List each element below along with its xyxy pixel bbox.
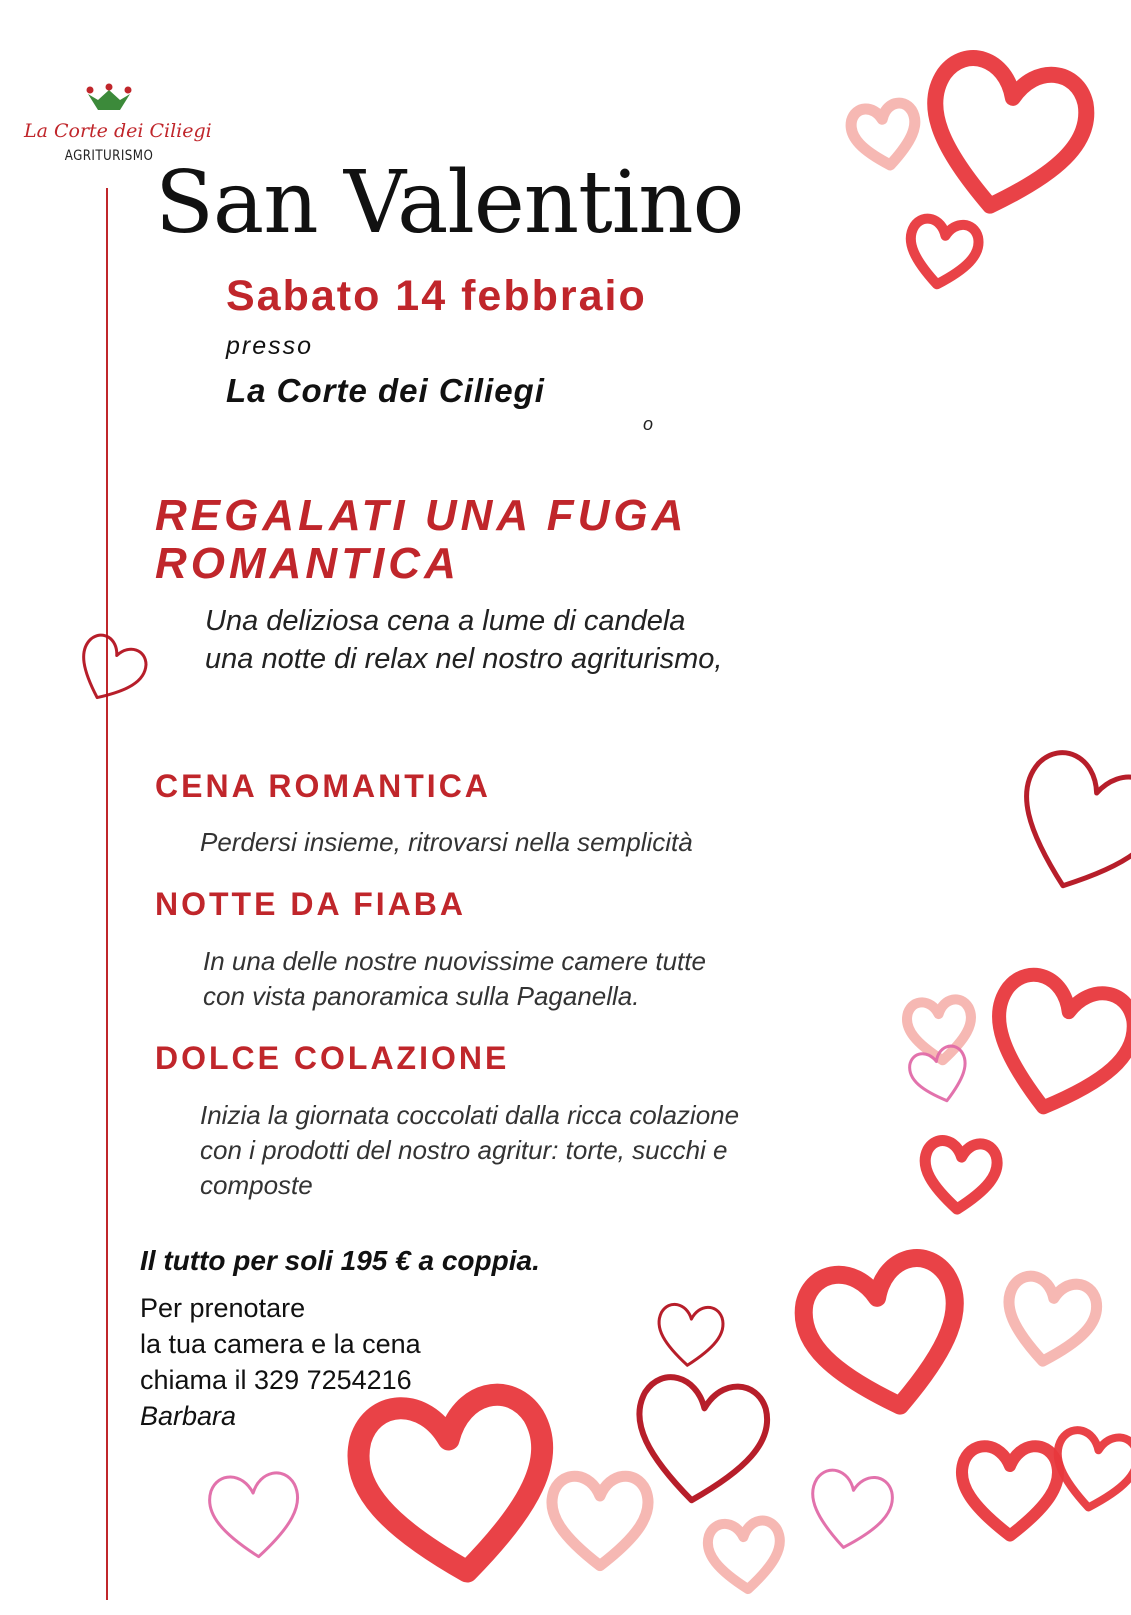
heart-icon: [195, 1455, 314, 1574]
page-title: San Valentino: [155, 153, 744, 253]
heart-icon: [57, 617, 163, 723]
headline-line: ROMANTICA: [155, 539, 460, 588]
heart-icon: [976, 716, 1131, 934]
intro-text: [205, 602, 905, 678]
contact-name: Barbara: [140, 1401, 237, 1431]
heart-icon: [893, 203, 991, 301]
vertical-divider: [106, 188, 108, 1600]
intro-line: Una deliziosa cena a lume di candela: [205, 605, 686, 637]
heart-icon: [772, 1222, 997, 1447]
heart-icon: [792, 1452, 908, 1568]
section-text-cena: [200, 825, 693, 860]
logo-subtitle: AGRITURISMO: [64, 148, 154, 164]
section-heading-notte: NOTTE DA FIABA: [155, 886, 467, 922]
contact-line: la tua camera e la cena: [140, 1329, 421, 1359]
heart-icon: [911, 1126, 1009, 1224]
stray-mark: o: [643, 414, 654, 434]
section-heading-colazione: DOLCE COLAZIONE: [155, 1040, 510, 1076]
contact-phone: chiama il 329 7254216: [140, 1365, 412, 1395]
heart-icon: [696, 1506, 794, 1604]
heart-icon: [540, 1460, 660, 1580]
heart-icon: [839, 89, 932, 182]
section-line: con i prodotti del nostro agritur: torte, succhi e: [200, 1135, 728, 1165]
section-heading-cena: CENA ROMANTICA: [155, 768, 491, 804]
section-line: composte: [200, 1170, 313, 1200]
heart-icon: [1037, 1412, 1131, 1528]
cherry-crown-icon: [86, 82, 132, 116]
headline-line: REGALATI UNA FUGA: [155, 491, 688, 540]
section-text-colazione: [200, 1098, 739, 1203]
heart-icon: [956, 941, 1131, 1149]
venue-name: La Corte dei Ciliegi: [226, 372, 545, 409]
price-statement: Il tutto per soli 195 € a coppia.: [140, 1245, 540, 1276]
section-line: con vista panoramica sulla Paganella.: [203, 981, 640, 1011]
intro-line: una notte di relax nel nostro agriturismo,: [205, 643, 723, 675]
event-date: Sabato 14 febbraio: [226, 272, 647, 320]
headline: [155, 492, 855, 588]
section-text-notte: [203, 944, 706, 1014]
heart-icon: [986, 1256, 1113, 1383]
logo-brand: La Corte dei Ciliegi: [24, 120, 212, 142]
contact-line: Per prenotare: [140, 1293, 306, 1323]
section-line: In una delle nostre nuovissime camere tutte: [203, 946, 706, 976]
section-line: Inizia la giornata coccolati dalla ricca colazione: [200, 1100, 740, 1130]
section-line: Perdersi insieme, ritrovarsi nella semplicità: [200, 827, 693, 857]
presso-label: presso: [226, 332, 314, 360]
